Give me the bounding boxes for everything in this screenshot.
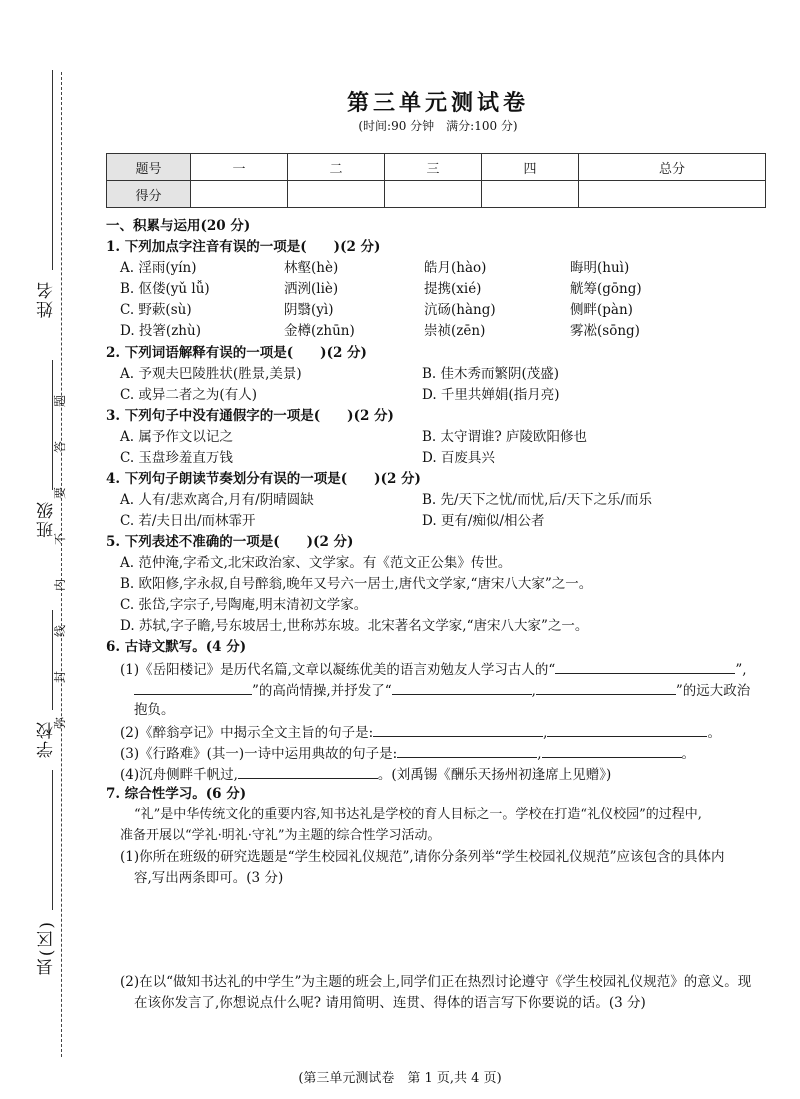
- question-4-stem: 4. 下列句子朗读节奏划分有误的一项是( )(2 分): [106, 471, 421, 487]
- q5-option: C. 张岱,字宗子,号陶庵,明末清初文学家。: [120, 597, 368, 613]
- answer-blank[interactable]: [542, 743, 682, 758]
- score-cell[interactable]: [191, 181, 288, 208]
- score-header-cell: 一: [191, 154, 288, 181]
- county-label: 县(区): [37, 920, 57, 976]
- q2-option: C. 或异二者之为(有人): [120, 387, 257, 403]
- score-header-cell: 题号: [107, 154, 191, 181]
- q1-option: 侧畔(pàn): [570, 302, 633, 318]
- answer-blank[interactable]: [134, 680, 252, 695]
- county-field[interactable]: [52, 770, 53, 910]
- binding-margin: [0, 0, 96, 1099]
- q5-option: B. 欧阳修,字永叔,自号醉翁,晚年又号六一居士,唐代文学家,“唐宋八大家”之一。: [120, 576, 593, 592]
- q6-text: ,: [531, 683, 536, 699]
- q1-option: 沆砀(hàng): [424, 302, 496, 318]
- score-header-cell: 三: [385, 154, 482, 181]
- q6-text: (1)《岳阳楼记》是历代名篇,文章以凝练优美的语言劝勉友人学习古人的“: [120, 662, 556, 678]
- q2-option: A. 予观夫巴陵胜状(胜景,美景): [120, 366, 302, 382]
- score-cell[interactable]: [482, 181, 579, 208]
- score-cell[interactable]: [579, 181, 766, 208]
- warning-char: 不: [53, 533, 67, 546]
- q1-option: 金樽(zhūn): [284, 323, 355, 339]
- answer-blank[interactable]: [238, 764, 378, 779]
- q2-option: D. 千里共婵娟(指月亮): [422, 387, 560, 403]
- q1-option: A. 淫雨(yín): [120, 260, 197, 276]
- q6-text: 。: [681, 746, 696, 762]
- q6-line-6: [120, 764, 611, 784]
- q7-part-1: (1)你所在班级的研究选题是“学生校园礼仪规范”,请你分条列举“学生校园礼仪规范”应该包含的具体内: [120, 849, 725, 865]
- q1-option: 晦明(huì): [570, 260, 630, 276]
- question-7-stem: 7. 综合性学习。(6 分): [106, 786, 247, 802]
- warning-char: 答: [53, 441, 67, 454]
- question-3-stem: 3. 下列句子中没有通假字的一项是( )(2 分): [106, 408, 394, 424]
- q6-text: ”的远大政治: [675, 683, 751, 699]
- q1-option: 崇祯(zēn): [424, 323, 486, 339]
- q6-line-5: [120, 743, 695, 763]
- question-1-stem: [106, 238, 380, 256]
- answer-blank[interactable]: [392, 680, 532, 695]
- answer-area-1[interactable]: [120, 892, 760, 962]
- class-label: 班级: [37, 500, 57, 538]
- q5-option: D. 苏轼,字子瞻,号东坡居士,世称苏东坡。北宋著名文学家,“唐宋八大家”之一。: [120, 618, 589, 634]
- question-6-stem: 6. 古诗文默写。(4 分): [106, 639, 247, 655]
- q1-option: 提携(xié): [424, 281, 482, 297]
- answer-blank[interactable]: [547, 722, 707, 737]
- q7-part-2: (2)在以“做知书达礼的中学生”为主题的班会上,同学们正在热烈讨论遵守《学生校园礼仪规范》的意义。现: [120, 974, 752, 990]
- q7-intro: 准备开展以“学礼·明礼·守礼”为主题的综合性学习活动。: [120, 828, 441, 843]
- question-text: 1. 下列加点字注音有误的一项是( )(2 分): [106, 239, 381, 255]
- q3-option: B. 太守谓谁? 庐陵欧阳修也: [422, 429, 588, 445]
- name-field[interactable]: [52, 70, 53, 270]
- q5-option: A. 范仲淹,字希文,北宋政治家、文学家。有《范文正公集》传世。: [120, 555, 512, 571]
- q4-option: A. 人有/悲欢离合,月有/阴晴圆缺: [120, 492, 314, 508]
- section-heading: 一、积累与运用(20 分): [106, 218, 251, 234]
- warning-char: 线: [53, 625, 67, 638]
- answer-blank[interactable]: [397, 743, 537, 758]
- score-header-cell: 总分: [579, 154, 766, 181]
- q6-text: ”,: [735, 662, 747, 678]
- answer-blank[interactable]: [536, 680, 676, 695]
- q7-intro: “礼”是中华传统文化的重要内容,知书达礼是学校的育人目标之一。学校在打造“礼仪校园”的过程中,: [134, 807, 702, 822]
- q6-text: (4)沉舟侧畔千帆过,: [120, 767, 238, 783]
- question-2-stem: 2. 下列词语解释有误的一项是( )(2 分): [106, 345, 367, 361]
- name-label: 姓名: [37, 280, 57, 318]
- q3-option: D. 百废具兴: [422, 450, 495, 466]
- q7-part-2: 在该你发言了,你想说点什么呢? 请用简明、连贯、得体的语言写下你要说的话。(3 分): [134, 995, 646, 1011]
- warning-char: 内: [53, 579, 67, 592]
- binding-warning: [53, 378, 86, 746]
- q6-text: 。(刘禹锡《酬乐天扬州初逢席上见赠》): [377, 767, 612, 783]
- score-row-label: 得分: [107, 181, 191, 208]
- exam-title: 第三单元测试卷: [346, 91, 529, 116]
- q1-option: 阴翳(yì): [284, 302, 334, 318]
- q6-line-1: [120, 659, 747, 679]
- score-cell[interactable]: [288, 181, 385, 208]
- answer-blank[interactable]: [373, 722, 543, 737]
- q6-text: 。: [707, 725, 721, 741]
- q6-text: (3)《行路难》(其一)一诗中运用典故的句子是:: [120, 746, 398, 762]
- question-5-stem: 5. 下列表述不准确的一项是( )(2 分): [106, 534, 354, 550]
- q7-part-1: 容,写出两条即可。(3 分): [134, 870, 284, 886]
- q1-option: 雾凇(sōng): [570, 323, 640, 339]
- score-header-cell: 二: [288, 154, 385, 181]
- q3-option: C. 玉盘珍羞直万钱: [120, 450, 233, 466]
- q1-option: 觥筹(gōng): [570, 281, 642, 297]
- q4-option: D. 更有/痴似/相公者: [422, 513, 545, 529]
- score-header-cell: 四: [482, 154, 579, 181]
- q6-text: (2)《醉翁亭记》中揭示全文主旨的句子是:: [120, 725, 374, 741]
- q4-option: B. 先/天下之忧/而忧,后/天下之乐/而乐: [422, 492, 652, 508]
- school-label: 学校: [37, 720, 57, 758]
- q1-option: 皓月(hào): [424, 260, 487, 276]
- warning-char: 弥: [53, 717, 67, 730]
- q1-option: B. 伛偻(yǔ lǚ): [120, 281, 210, 297]
- q6-line-2: [134, 680, 750, 700]
- q6-line-3: 抱负。: [134, 702, 175, 718]
- answer-blank[interactable]: [555, 659, 735, 674]
- q1-option: 林壑(hè): [284, 260, 339, 276]
- exam-subtitle: (时间:90 分钟 满分:100 分): [358, 119, 518, 133]
- binding-dashed-line: [61, 72, 62, 1057]
- q1-option: 洒洌(liè): [284, 281, 339, 297]
- q1-option: C. 野蔌(sù): [120, 302, 192, 318]
- answer-area-2[interactable]: [120, 1016, 760, 1060]
- warning-char: 题: [53, 395, 67, 408]
- q6-line-4: [120, 722, 721, 742]
- warning-char: 封: [53, 671, 67, 684]
- q6-text: ,: [537, 746, 542, 762]
- q6-text: ,: [543, 725, 548, 741]
- score-cell[interactable]: [385, 181, 482, 208]
- page-footer: (第三单元测试卷 第 1 页,共 4 页): [298, 1071, 502, 1086]
- score-table-score-row: [107, 181, 766, 208]
- score-table-header-row: [107, 154, 766, 181]
- score-table: [106, 153, 766, 208]
- q4-option: C. 若/夫日出/而林霏开: [120, 513, 256, 529]
- q1-option: D. 投箸(zhù): [120, 323, 201, 339]
- q3-option: A. 属予作文以记之: [120, 429, 233, 445]
- warning-char: 要: [53, 487, 67, 500]
- q6-text: ”的高尚情操,并抒发了“: [252, 683, 392, 699]
- class-field[interactable]: [52, 360, 53, 490]
- q2-option: B. 佳木秀而繁阴(茂盛): [422, 366, 560, 382]
